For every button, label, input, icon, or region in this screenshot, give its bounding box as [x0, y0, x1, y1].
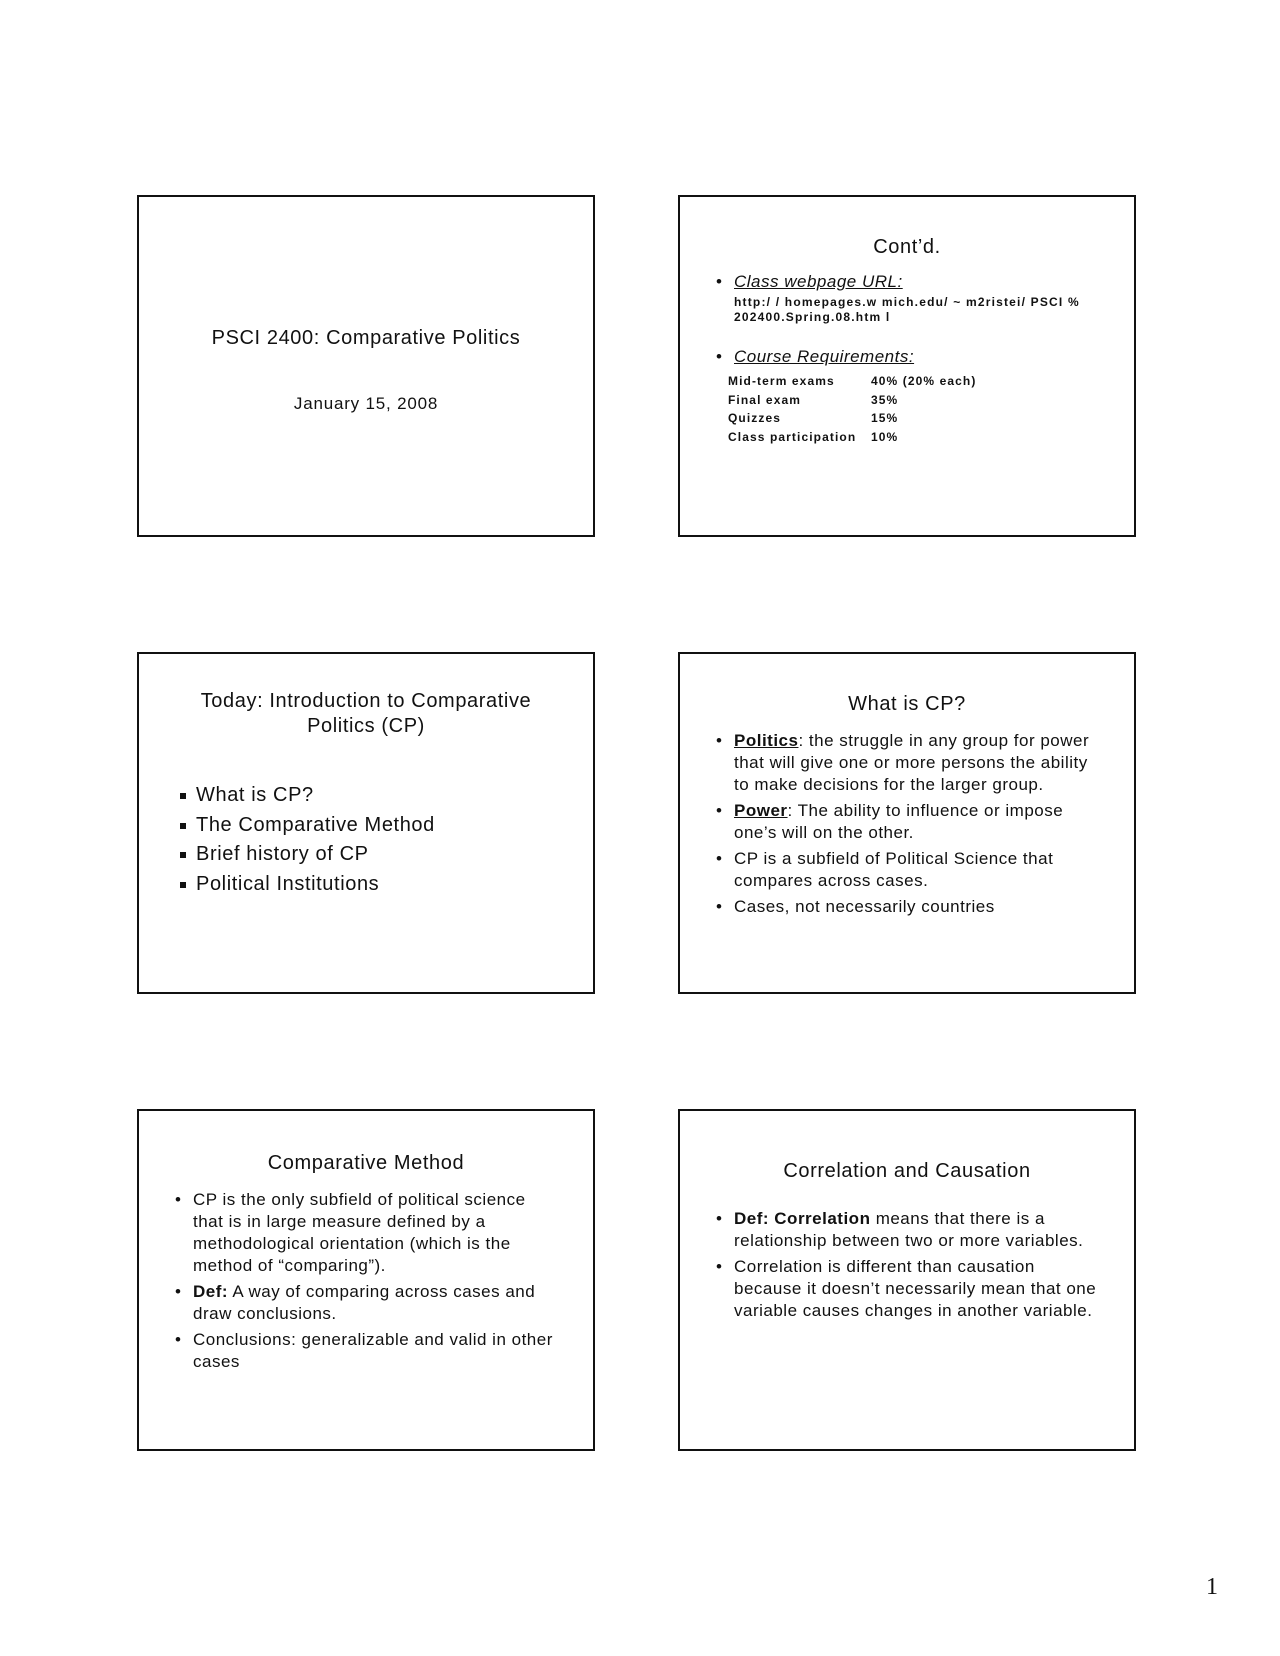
list-item: • CP is a subfield of Political Science that compares across cases.	[716, 848, 1104, 892]
slide-comparative-method	[137, 1109, 595, 1451]
slide-title	[137, 195, 595, 537]
slide-heading: Correlation and Causation	[783, 1160, 1031, 1182]
list-item: • Correlation is different than causation because it doesn’t necessarily mean that one variable causes changes in another variable.	[716, 1256, 1104, 1322]
slide-heading: Today: Introduction to Comparative Politics (CP)	[200, 690, 532, 737]
agenda-list	[179, 781, 593, 899]
requirement-row: Class participation 10%	[728, 429, 899, 444]
list-item: • Politics: the struggle in any group for power that will give one or more persons the ability to make decisions for the larger group.	[716, 730, 1104, 796]
requirements-label: • Course Requirements:	[716, 346, 1104, 368]
list-item: The Comparative Method	[179, 811, 593, 841]
list-item: What is CP?	[179, 781, 593, 811]
webpage-label: • Class webpage URL:	[716, 271, 1104, 293]
slide-today	[137, 652, 595, 994]
list-item: • Def: Correlation means that there is a relationship between two or more variables.	[716, 1208, 1104, 1252]
list-item: Brief history of CP	[179, 840, 593, 870]
slide-correlation	[678, 1109, 1136, 1451]
list-item: • Power: The ability to influence or impose one’s will on the other.	[716, 800, 1104, 844]
list-item: • Cases, not necessarily countries	[716, 896, 1104, 918]
list-item: • CP is the only subfield of political science that is in large measure defined by a methodological orientation (which is the method of “comparing”).	[175, 1189, 557, 1277]
requirement-row: Quizzes 15%	[728, 411, 899, 426]
slide-what-is-cp	[678, 652, 1136, 994]
page-number: 1	[1206, 1574, 1218, 1600]
list-item: • Def: A way of comparing across cases and draw conclusions.	[175, 1281, 557, 1325]
slide-heading: Comparative Method	[267, 1152, 465, 1174]
list-item: • Conclusions: generalizable and valid in other cases	[175, 1329, 557, 1373]
slide-heading: What is CP?	[848, 693, 966, 715]
class-webpage-url: http:/ / homepages.w mich.edu/ ~ m2ristei/ PSCI % 202400.Spring.08.htm l	[734, 295, 1080, 324]
slide-heading: Cont’d.	[873, 236, 941, 258]
requirements-table	[728, 372, 976, 446]
requirement-row: Mid-term exams 40% (20% each)	[728, 374, 977, 389]
requirement-row: Final exam 35%	[728, 392, 899, 407]
list-item: Political Institutions	[179, 870, 593, 900]
slide-title-heading: PSCI 2400: Comparative Politics	[211, 327, 521, 349]
slide-contd	[678, 195, 1136, 537]
slide-date: January 15, 2008	[293, 394, 439, 413]
